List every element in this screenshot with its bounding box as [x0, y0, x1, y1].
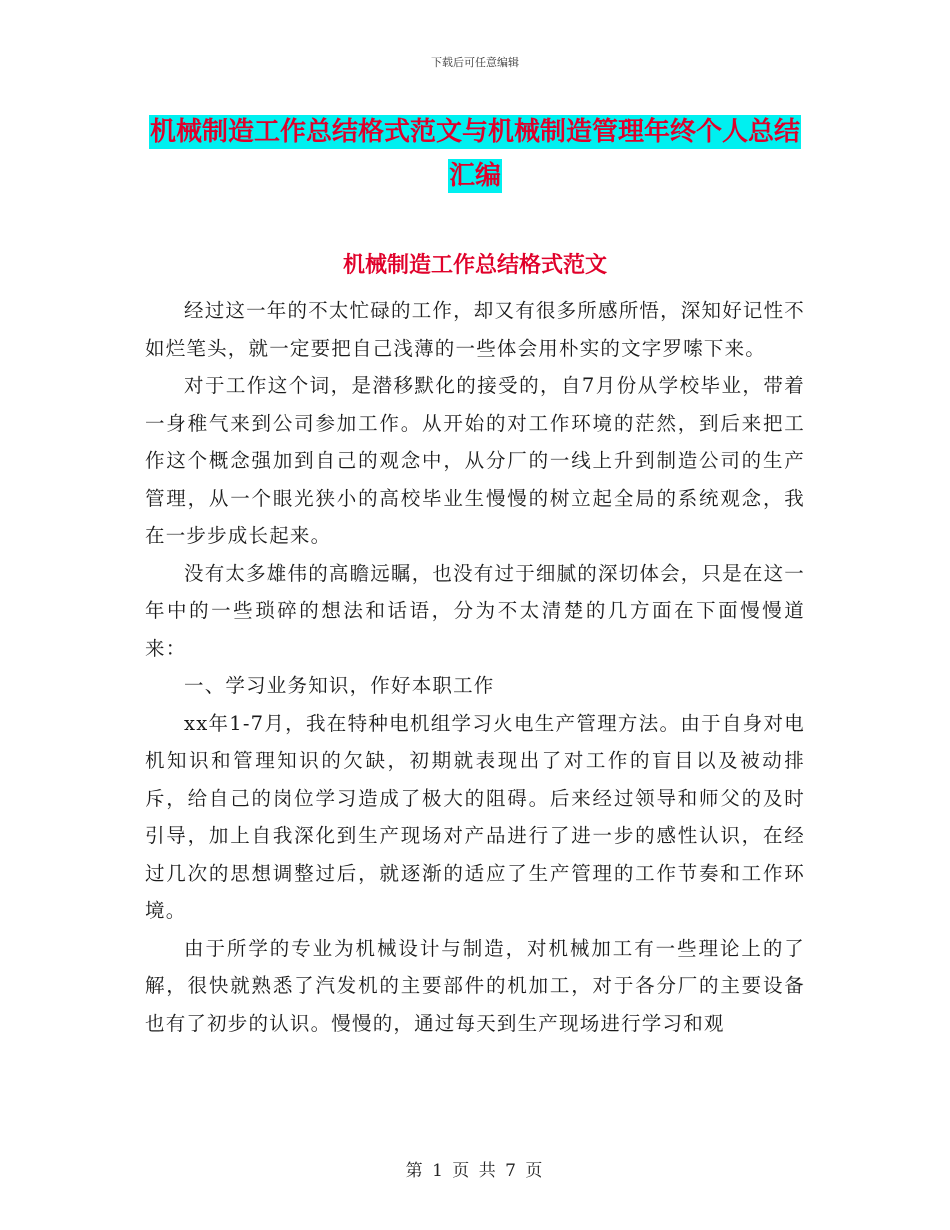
paragraph: 没有太多雄伟的高瞻远瞩，也没有过于细腻的深切体会，只是在这一年中的一些琐碎的想法和话语，分为不太清楚的几方面在下面慢慢道来：	[145, 561, 806, 660]
paragraph: xx年1-7月，我在特种电机组学习火电生产管理方法。由于自身对电机知识和管理知识的欠缺，初期就表现出了对工作的盲目以及被动排斥，给自己的岗位学习造成了极大的阻碍。后来经过领导和师父的及时引导，加上自我深化到生产现场对产品进行了进一步的感性认识，在经过几次的思想调整过后，就逐渐的适应了生产管理的工作节奏和工作环境。	[145, 711, 805, 922]
page-footer: 第 1 页 共 7 页	[405, 1161, 545, 1181]
section-heading: 一、学习业务知识，作好本职工作	[184, 674, 495, 697]
paragraph: 由于所学的专业为机械设计与制造，对机械加工有一些理论上的了解，很快就熟悉了汽发机的主要部件的机加工，对于各分厂的主要设备也有了初步的认识。慢慢的，通过每天到生产现场进行学习和观	[145, 936, 805, 1035]
paragraph: 对于工作这个词，是潜移默化的接受的，自7月份从学校毕业，带着一身稚气来到公司参加工作。从开始的对工作环境的茫然，到后来把工作这个概念强加到自己的观念中，从分厂的一线上升到制造公司的生产管理，从一个眼光狭小的高校毕业生慢慢的树立起全局的系统观念，我在一步步成长起来。	[145, 374, 805, 547]
paragraph: 经过这一年的不太忙碌的工作，却又有很多所感所悟，深知好记性不如烂笔头，就一定要把自己浅薄的一些体会用朴实的文字罗嗦下来。	[145, 299, 806, 360]
header-note: 下载后可任意编辑	[431, 56, 519, 69]
body-text	[145, 292, 805, 1042]
section-title: 机械制造工作总结格式范文	[342, 253, 607, 278]
document-title-text: 机械制造工作总结格式范文与机械制造管理年终个人总结汇编	[149, 117, 800, 191]
document-title	[145, 110, 805, 198]
